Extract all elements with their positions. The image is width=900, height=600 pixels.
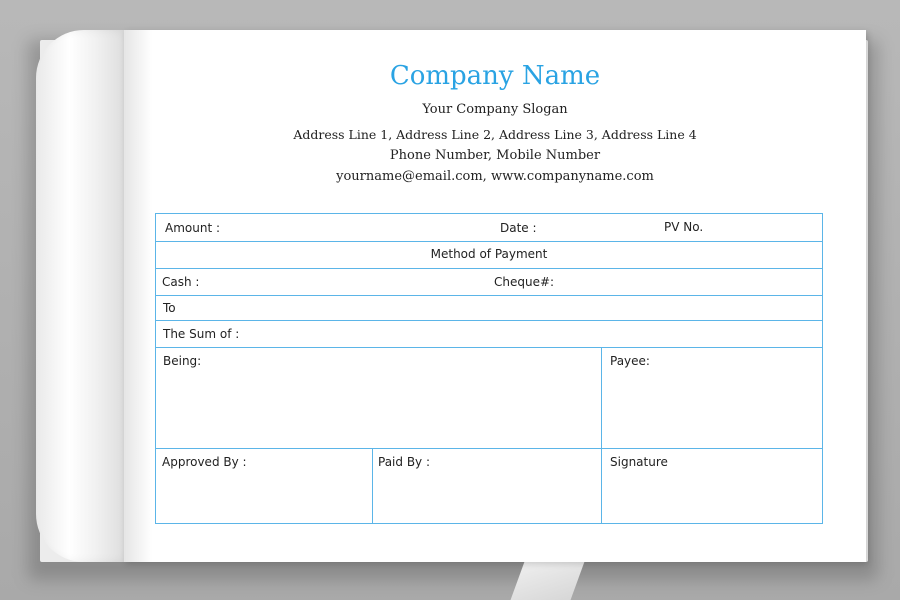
being-field[interactable]: Being:	[163, 354, 202, 368]
paid-signature-divider	[601, 449, 602, 523]
company-address: Address Line 1, Address Line 2, Address Line 3, Address Line 4	[293, 127, 697, 142]
cash-field[interactable]: Cash :	[162, 275, 200, 289]
company-name: Company Name	[389, 61, 601, 91]
company-contact: yourname@email.com, www.companyname.com	[336, 169, 654, 184]
method-of-payment-label: Method of Payment	[430, 247, 548, 261]
approved-paid-divider	[372, 449, 373, 523]
company-phone: Phone Number, Mobile Number	[389, 148, 601, 163]
sum-field[interactable]: The Sum of :	[163, 327, 240, 341]
being-payee-row	[156, 348, 822, 449]
amount-row	[156, 214, 822, 242]
amount-field[interactable]: Amount :	[165, 221, 221, 235]
payment-voucher-form	[155, 213, 823, 524]
cash-cheque-row	[156, 269, 822, 296]
pv-number-field[interactable]: PV No.	[664, 220, 704, 234]
being-payee-divider	[601, 348, 602, 448]
voucher-header	[124, 58, 866, 184]
signature-field[interactable]: Signature	[610, 455, 668, 469]
sum-row	[156, 321, 822, 348]
company-slogan: Your Company Slogan	[422, 102, 568, 117]
cheque-field[interactable]: Cheque#:	[494, 275, 555, 289]
approved-by-field[interactable]: Approved By :	[162, 455, 247, 469]
payee-field[interactable]: Payee:	[610, 354, 650, 368]
rolled-page-curl	[36, 30, 132, 562]
method-row	[156, 242, 822, 269]
to-field[interactable]: To	[163, 301, 176, 315]
paid-by-field[interactable]: Paid By :	[378, 455, 431, 469]
date-field[interactable]: Date :	[500, 221, 537, 235]
to-row	[156, 296, 822, 321]
signature-row	[156, 449, 822, 523]
